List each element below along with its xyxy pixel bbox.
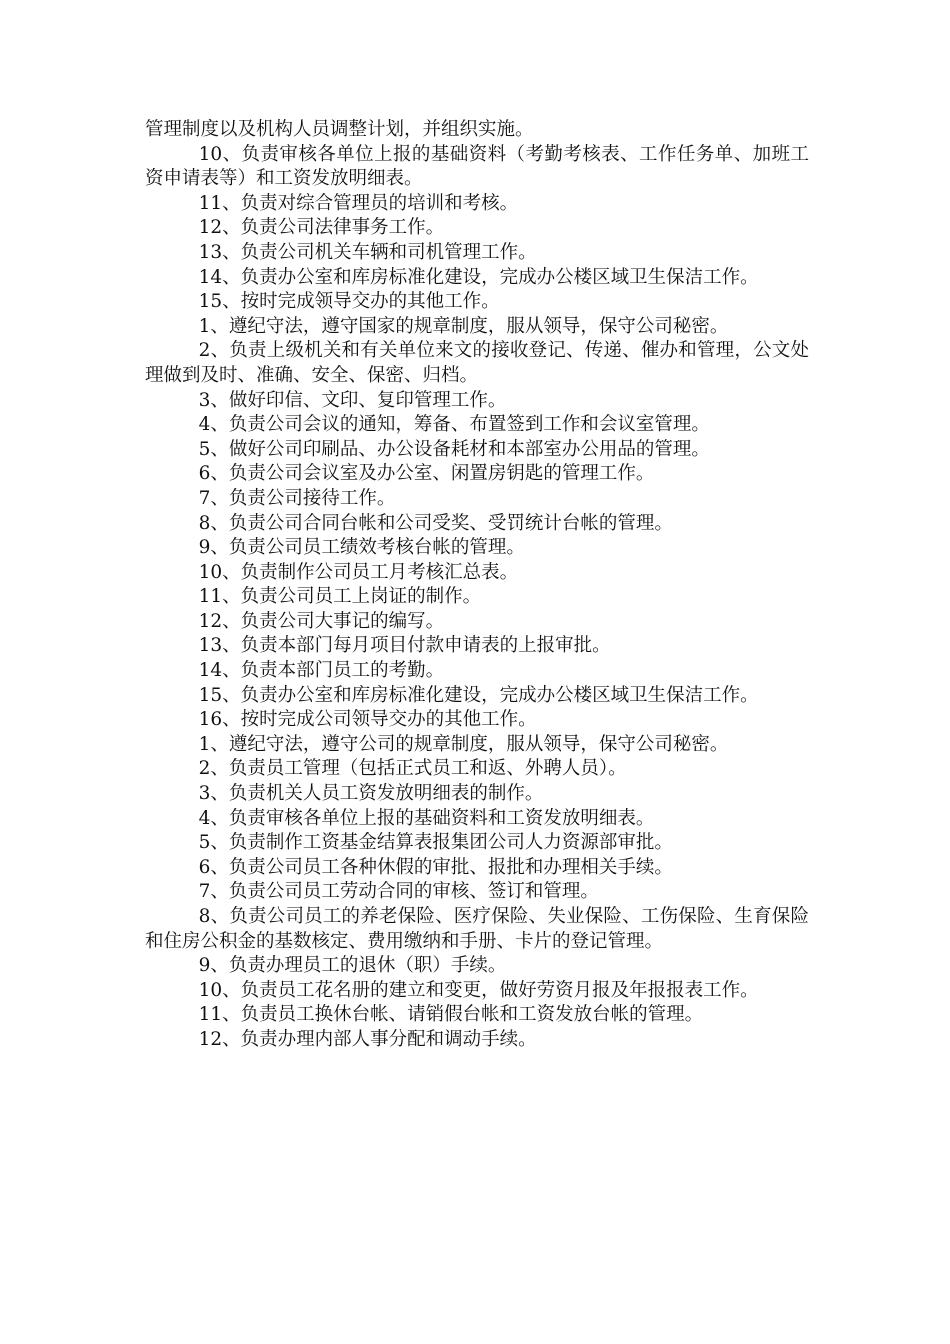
paragraph: 5、做好公司印刷品、办公设备耗材和本部室办公用品的管理。 xyxy=(198,438,710,460)
paragraph: 6、负责公司员工各种休假的审批、报批和办理相关手续。 xyxy=(198,856,673,878)
paragraph: 14、负责本部门员工的考勤。 xyxy=(198,660,445,682)
paragraph: 1、遵纪守法，遵守国家的规章制度，服从领导，保守公司秘密。 xyxy=(198,315,729,337)
paragraph: 12、负责办理内部人事分配和调动手续。 xyxy=(198,1028,537,1050)
paragraph: 9、负责公司员工绩效考核台帐的管理。 xyxy=(198,537,525,559)
paragraph: 12、负责公司法律事务工作。 xyxy=(198,217,445,239)
paragraph: 3、负责机关人员工资发放明细表的制作。 xyxy=(198,783,544,805)
document-body xyxy=(145,118,809,1053)
paragraph: 11、负责员工换休台帐、请销假台帐和工资发放台帐的管理。 xyxy=(198,1004,704,1026)
paragraph: 8、负责公司员工的养老保险、医疗保险、失业保险、工伤保险、生育保险和住房公积金的基数核定、费用缴纳和手册、卡片的登记管理。 xyxy=(145,906,809,952)
paragraph: 7、负责公司员工劳动合同的审核、签订和管理。 xyxy=(198,881,599,903)
paragraph: 6、负责公司会议室及办公室、闲置房钥匙的管理工作。 xyxy=(198,463,655,485)
paragraph: 13、负责本部门每月项目付款申请表的上报审批。 xyxy=(198,635,611,657)
paragraph: 5、负责制作工资基金结算表报集团公司人力资源部审批。 xyxy=(198,832,673,854)
paragraph: 管理制度以及机构人员调整计划，并组织实施。 xyxy=(145,119,534,140)
paragraph: 7、负责公司接待工作。 xyxy=(198,487,396,509)
paragraph: 1、遵纪守法，遵守公司的规章制度，服从领导，保守公司秘密。 xyxy=(198,733,729,755)
paragraph: 12、负责公司大事记的编写。 xyxy=(198,610,445,632)
paragraph: 3、做好印信、文印、复印管理工作。 xyxy=(198,389,507,411)
paragraph: 13、负责公司机关车辆和司机管理工作。 xyxy=(198,241,537,263)
paragraph: 4、负责审核各单位上报的基础资料和工资发放明细表。 xyxy=(198,807,655,829)
paragraph: 2、负责上级机关和有关单位来文的接收登记、传递、催办和管理，公文处理做到及时、准确、安全、保密、归档。 xyxy=(145,340,809,386)
paragraph: 10、负责审核各单位上报的基础资料（考勤考核表、工作任务单、加班工资申请表等）和工资发放明细表。 xyxy=(145,143,809,190)
paragraph: 16、按时完成公司领导交办的其他工作。 xyxy=(198,709,537,731)
paragraph: 10、负责员工花名册的建立和变更，做好劳资月报及年报报表工作。 xyxy=(198,979,759,1001)
paragraph: 4、负责公司会议的通知，筹备、布置签到工作和会议室管理。 xyxy=(198,414,710,436)
paragraph: 2、负责员工管理（包括正式员工和返、外聘人员）。 xyxy=(198,758,627,780)
paragraph: 15、按时完成领导交办的其他工作。 xyxy=(198,291,500,313)
paragraph: 8、负责公司合同台帐和公司受奖、受罚统计台帐的管理。 xyxy=(198,512,673,534)
paragraph: 14、负责办公室和库房标准化建设，完成办公楼区域卫生保洁工作。 xyxy=(198,266,759,288)
paragraph: 9、负责办理员工的退休（职）手续。 xyxy=(198,955,507,977)
paragraph: 11、负责公司员工上岗证的制作。 xyxy=(198,586,482,608)
paragraph: 11、负责对综合管理员的培训和考核。 xyxy=(198,192,519,214)
paragraph: 10、负责制作公司员工月考核汇总表。 xyxy=(198,561,519,583)
paragraph: 15、负责办公室和库房标准化建设，完成办公楼区域卫生保洁工作。 xyxy=(198,684,759,706)
